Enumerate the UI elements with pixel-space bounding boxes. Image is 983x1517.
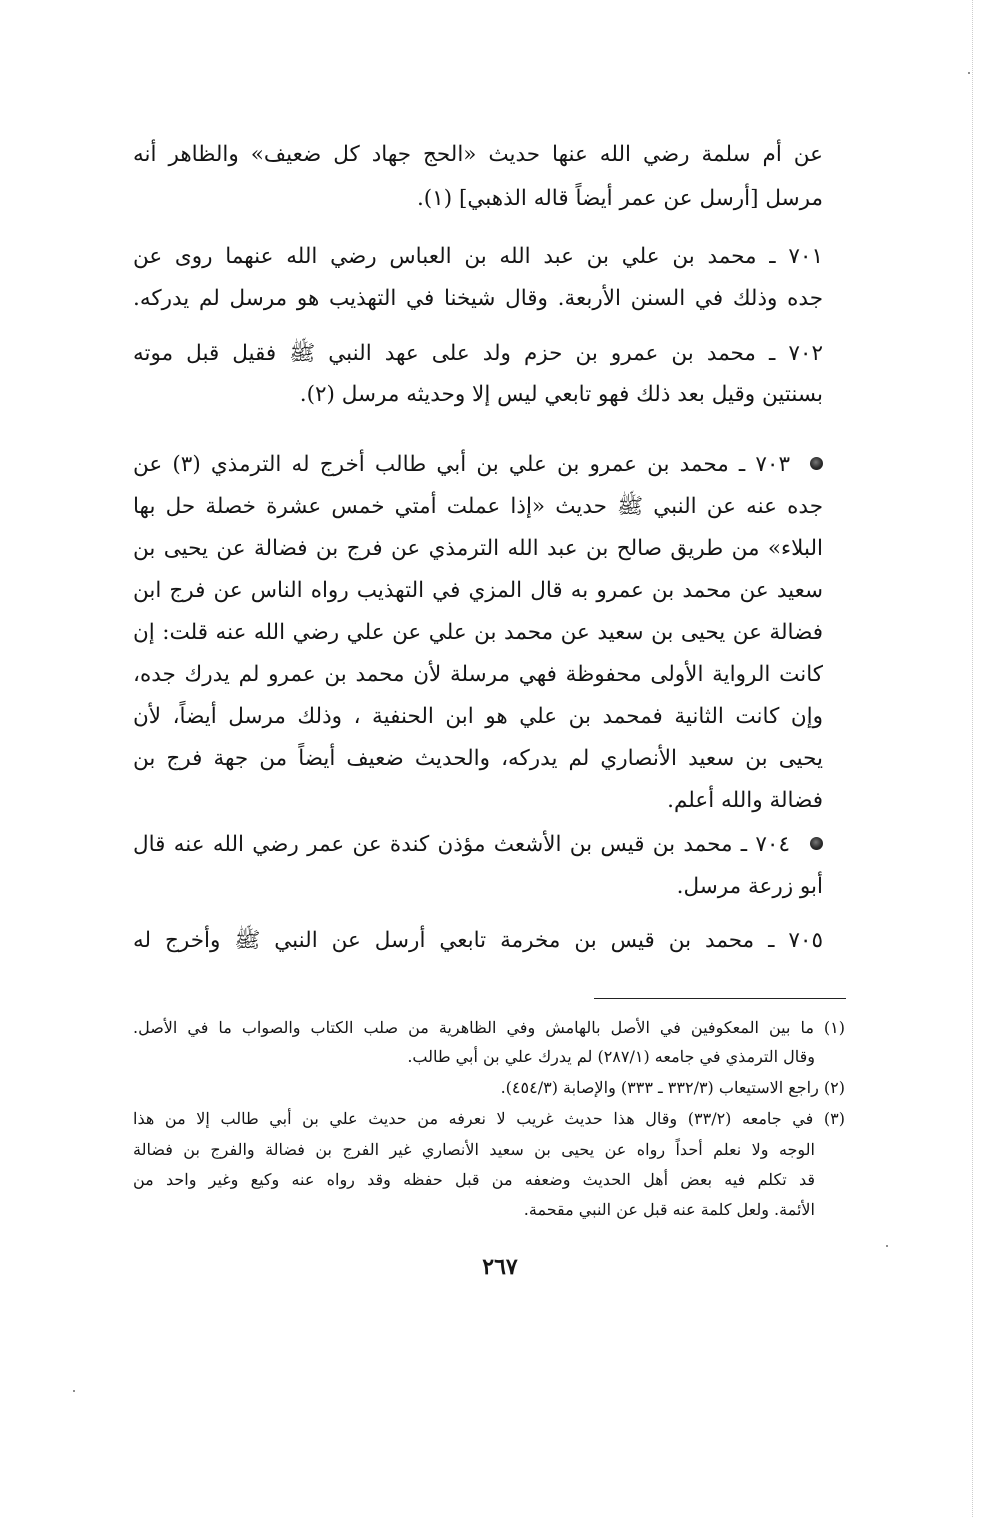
footnote-line: (١) ما بين المعكوفين في الأصل بالهامش وفي الظاهرية من صلب الكتاب والصواب ما في الأصل. xyxy=(133,1018,845,1037)
entry-704-line xyxy=(133,830,823,862)
body-line: عن أم سلمة رضي الله عنها حديث «الحج جهاد كل ضعيف» والظاهر أنه xyxy=(133,142,823,167)
page-number: ٢٦٧ xyxy=(482,1254,518,1280)
entry-703-line xyxy=(133,450,823,482)
entry-701-line: ٧٠١ ـ محمد بن علي بن عبد الله بن العباس رضي الله عنهما روى عن xyxy=(133,244,823,269)
entry-705-line: ٧٠٥ ـ محمد بن قيس بن مخرمة تابعي أرسل عن النبي ﷺ وأخرج له xyxy=(133,928,823,953)
entry-701-line: جده وذلك في السنن الأربعة. وقال شيخنا في التهذيب هو مرسل لم يدركه. xyxy=(133,286,823,311)
bullet-icon xyxy=(810,837,823,850)
entry-704-heading: ٧٠٤ ـ محمد بن قيس بن الأشعث مؤذن كندة عن عمر رضي الله عنه قال xyxy=(133,832,790,857)
entry-703-line: فضالة والله أعلم. xyxy=(667,788,823,813)
bullet-icon xyxy=(810,457,823,470)
footnote-divider xyxy=(594,998,846,999)
footnote-line: الوجه ولا نعلم أحداً رواه عن يحيى بن سعيد الأنصاري غير الفرج بن فضالة والفرج بن فضالة xyxy=(133,1140,815,1159)
entry-703-heading: ٧٠٣ ـ محمد بن عمرو بن علي بن أبي طالب أخرج له الترمذي (٣) عن xyxy=(133,452,790,477)
entry-703-line: يحيى بن سعيد الأنصاري لم يدركه، والحديث ضعيف أيضاً من جهة فرج بن xyxy=(133,746,823,771)
footnote-line: (٣) في جامعه (٣٣/٢) وقال هذا حديث غريب لا نعرفه من حديث علي بن أبي طالب إلا من هذا xyxy=(133,1109,845,1128)
entry-703-line: سعيد عن محمد بن عمرو به قال المزي في التهذيب رواه الناس عن فرج ابن xyxy=(133,578,823,603)
footnote-line: (٢) راجع الاستيعاب (٣٣٢/٣ ـ ٣٣٣) والإصابة (٤٥٤/٣). xyxy=(500,1078,845,1097)
scan-speck xyxy=(886,1245,888,1247)
body-line: مرسل [أرسل عن عمر أيضاً قاله الذهبي] (١). xyxy=(416,186,823,211)
entry-702-line: ٧٠٢ ـ محمد بن عمرو بن حزم ولد على عهد النبي ﷺ فقيل قبل موته xyxy=(133,341,823,366)
footnote-line: قد تكلم فيه بعض أهل الحديث وضعفه من قبل حفظه وقد رواه عنه وكيع وغير واحد من xyxy=(133,1170,815,1189)
entry-704-line: أبو زرعة مرسل. xyxy=(676,874,823,899)
scan-speck xyxy=(73,1390,75,1392)
entry-702-line: بسنتين وقيل بعد ذلك فهو تابعي ليس إلا وحديثه مرسل (٢). xyxy=(299,382,823,407)
entry-703-line: كانت الرواية الأولى محفوظة فهي مرسلة لأن محمد بن عمرو لم يدرك جده، xyxy=(133,662,823,687)
entry-703-line: وإن كانت الثانية فمحمد بن علي هو ابن الحنفية ، وذلك مرسل أيضاً، لأن xyxy=(133,704,823,729)
entry-703-line: جده عنه عن النبي ﷺ حديث «إذا عملت أمتي خمس عشرة خصلة حل بها xyxy=(133,494,823,519)
footnote-line: الأئمة. ولعل كلمة عنه قبل عن النبي مقحمة. xyxy=(523,1200,815,1219)
footnote-line: وقال الترمذي في جامعه (٢٨٧/١) لم يدرك علي بن أبي طالب. xyxy=(407,1047,815,1066)
scan-speck xyxy=(968,72,970,74)
entry-703-line: البلاء» من طريق صالح بن عبد الله الترمذي عن فرج بن فضالة عن يحيى بن xyxy=(133,536,823,561)
entry-703-line: فضالة عن يحيى بن سعيد عن محمد بن علي عن علي رضي الله عنه قلت: إن xyxy=(133,620,823,645)
scan-edge-dots xyxy=(971,0,973,1517)
